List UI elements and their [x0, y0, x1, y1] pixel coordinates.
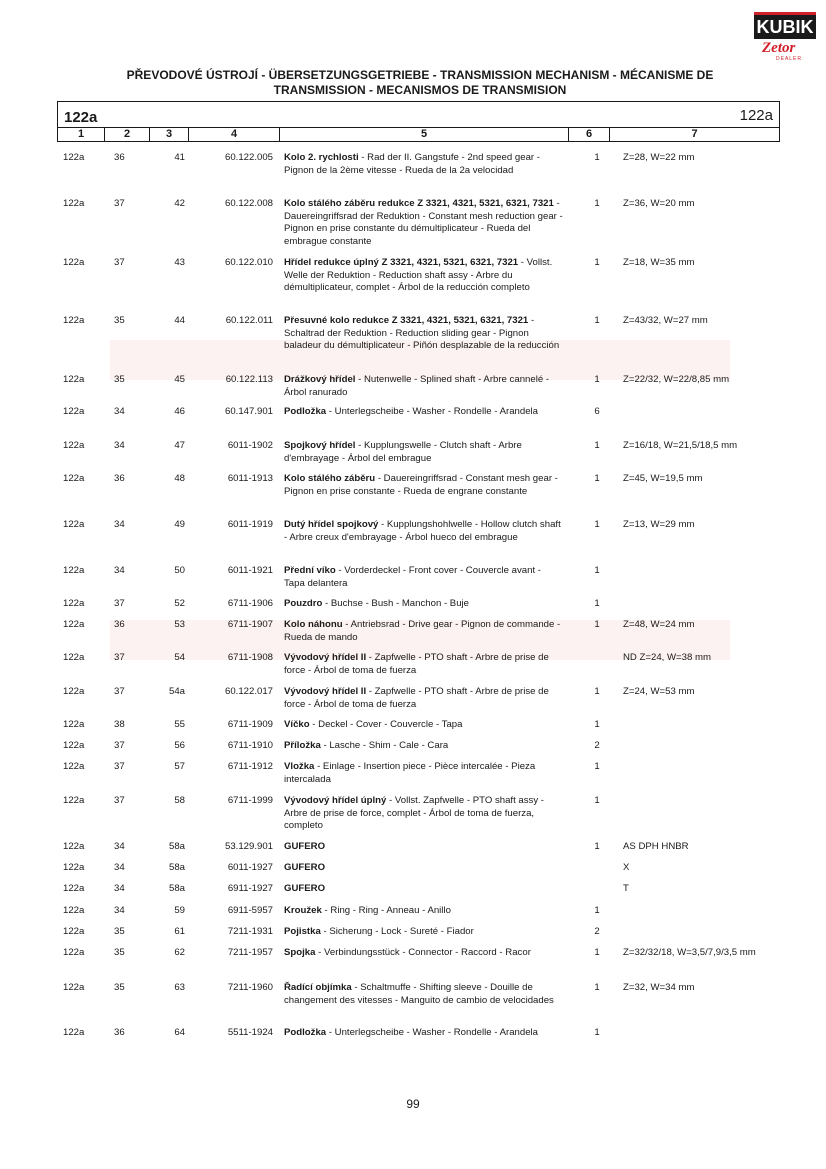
cell-part-number: 6711-1909 [227, 719, 273, 730]
cell-quantity: 1 [594, 565, 600, 576]
cell-figure: 37 [114, 795, 125, 806]
logo-dealer-text: DEALER [776, 56, 803, 62]
cell-section: 122a [63, 315, 85, 326]
cell-position: 58a [168, 883, 185, 894]
cell-quantity: 1 [594, 257, 600, 268]
description-translations: - Buchse - Bush - Manchon - Buje [322, 598, 470, 609]
cell-section: 122a [63, 982, 85, 993]
cell-part-number: 60.122.008 [224, 198, 273, 209]
description-bold-name: Podložka [284, 1027, 327, 1038]
cell-description [284, 982, 564, 1007]
cell-part-number: 60.122.011 [225, 315, 273, 326]
cell-section: 122a [63, 862, 85, 873]
cell-figure: 37 [114, 652, 125, 663]
cell-position: 58a [168, 862, 185, 873]
cell-section: 122a [63, 619, 85, 630]
cell-section: 122a [63, 883, 85, 894]
cell-figure: 34 [114, 905, 125, 916]
cell-figure: 37 [114, 598, 125, 609]
description-bold-name: Kroužek [284, 905, 322, 916]
cell-note: Z=48, W=24 mm [623, 619, 695, 630]
cell-quantity: 1 [594, 905, 600, 916]
cell-part-number: 6711-1910 [227, 740, 273, 751]
cell-part-number: 6911-5957 [227, 905, 273, 916]
cell-note: Z=36, W=20 mm [623, 198, 695, 209]
description-translations: - Ring - Ring - Anneau - Anillo [321, 905, 451, 916]
description-translations: - Zapfwelle - PTO shaft - Arbre de prise de force - Árbol de toma de fuerza [284, 686, 549, 710]
description-bold-name: Vložka [284, 761, 315, 772]
cell-note: Z=45, W=19,5 mm [623, 473, 703, 484]
description-bold-name: Vývodový hřídel II [284, 686, 367, 697]
cell-quantity: 1 [594, 1027, 600, 1038]
cell-note: Z=28, W=22 mm [623, 152, 695, 163]
column-header-6: 6 [569, 128, 610, 141]
cell-description [284, 519, 564, 544]
cell-figure: 35 [114, 374, 125, 385]
cell-quantity: 1 [594, 198, 600, 209]
cell-quantity: 1 [594, 947, 600, 958]
cell-part-number: 7211-1931 [227, 926, 273, 937]
cell-part-number: 60.122.113 [225, 374, 273, 385]
column-header-5: 5 [280, 128, 569, 141]
cell-description [284, 198, 564, 248]
description-translations: - Rad der II. Gangstufe - 2nd speed gear - Pignon de la 2ème vitesse - Rueda de la 2a velocidad [284, 152, 540, 176]
cell-position: 54a [168, 686, 185, 697]
cell-part-number: 6711-1912 [227, 761, 273, 772]
cell-position: 42 [174, 198, 185, 209]
cell-quantity: 6 [594, 406, 600, 417]
cell-figure: 35 [114, 926, 125, 937]
description-bold-name: Kolo náhonu [284, 619, 343, 630]
cell-description [284, 1027, 564, 1040]
cell-section: 122a [63, 841, 85, 852]
cell-description [284, 152, 564, 177]
cell-section: 122a [63, 740, 85, 751]
cell-description [284, 795, 564, 833]
description-bold-name: Přední víko [284, 565, 336, 576]
cell-description [284, 947, 564, 960]
cell-part-number: 6711-1907 [227, 619, 273, 630]
cell-part-number: 5511-1924 [227, 1027, 273, 1038]
cell-figure: 37 [114, 686, 125, 697]
description-translations: - Lasche - Shim - Cale - Cara [320, 740, 449, 751]
description-bold-name: Spojkový hřídel [284, 440, 356, 451]
cell-quantity: 2 [594, 740, 600, 751]
column-header-row [57, 127, 780, 142]
cell-position: 61 [174, 926, 185, 937]
cell-quantity: 1 [594, 841, 600, 852]
cell-section: 122a [63, 440, 85, 451]
cell-position: 56 [174, 740, 185, 751]
description-bold-name: Přesuvné kolo redukce Z 3321, 4321, 5321, 6321, 7321 [284, 315, 529, 326]
cell-figure: 35 [114, 947, 125, 958]
cell-description [284, 719, 564, 732]
page-title-line-1: PŘEVODOVÉ ÚSTROJÍ - ÜBERSETZUNGSGETRIEBE - TRANSMISSION MECHANISM - MÉCANISME DE [126, 68, 714, 82]
description-translations: - Zapfwelle - PTO shaft - Arbre de prise de force - Árbol de toma de fuerza [284, 652, 549, 676]
cell-figure: 34 [114, 519, 125, 530]
description-bold-name: Řadící objímka [284, 982, 352, 993]
cell-position: 58 [174, 795, 185, 806]
section-header [57, 101, 780, 128]
cell-description [284, 652, 564, 677]
cell-part-number: 60.147.901 [224, 406, 273, 417]
cell-quantity: 1 [594, 619, 600, 630]
cell-position: 58a [168, 841, 185, 852]
description-bold-name: Vývodový hřídel úplný [284, 795, 387, 806]
cell-description [284, 841, 564, 854]
description-bold-name: Kolo stálého záběru redukce Z 3321, 4321, 5321, 6321, 7321 [284, 198, 554, 209]
cell-figure: 34 [114, 862, 125, 873]
description-translations: - Vollst. Welle der Reduktion - Reduction shaft assy - Arbre du démultiplicateur, complet - Árbol de la reducción completo [284, 257, 553, 293]
cell-section: 122a [63, 926, 85, 937]
column-header-2: 2 [105, 128, 150, 141]
column-header-7: 7 [691, 128, 698, 140]
cell-quantity: 1 [594, 719, 600, 730]
section-code-right: 122a [739, 107, 773, 124]
description-translations: - Kupplungshohlwelle - Hollow clutch shaft - Arbre creux d'embrayage - Árbol hueco del embrague [284, 519, 561, 543]
cell-section: 122a [63, 905, 85, 916]
cell-description [284, 740, 564, 753]
logo-kubik-text: KUBIK [754, 15, 816, 39]
cell-position: 45 [174, 374, 185, 385]
cell-figure: 34 [114, 883, 125, 894]
cell-part-number: 60.122.005 [224, 152, 273, 163]
cell-description [284, 862, 564, 875]
cell-figure: 37 [114, 198, 125, 209]
cell-figure: 35 [114, 315, 125, 326]
cell-description [284, 686, 564, 711]
cell-section: 122a [63, 947, 85, 958]
description-bold-name: Pouzdro [284, 598, 323, 609]
cell-section: 122a [63, 374, 85, 385]
cell-quantity: 1 [594, 795, 600, 806]
cell-figure: 37 [114, 761, 125, 772]
cell-part-number: 6011-1902 [227, 440, 273, 451]
cell-section: 122a [63, 406, 85, 417]
description-translations: - Deckel - Cover - Couvercle - Tapa [309, 719, 463, 730]
cell-position: 47 [174, 440, 185, 451]
cell-section: 122a [63, 761, 85, 772]
description-bold-name: Víčko [284, 719, 310, 730]
cell-part-number: 6711-1999 [227, 795, 273, 806]
cell-part-number: 6011-1927 [227, 862, 273, 873]
cell-note: Z=24, W=53 mm [623, 686, 695, 697]
cell-position: 43 [174, 257, 185, 268]
cell-figure: 34 [114, 841, 125, 852]
cell-position: 55 [174, 719, 185, 730]
description-translations: - Dauereingriffsrad - Constant mesh gear - Pignon en prise constante - Rueda de engrane constante [284, 473, 558, 497]
cell-note: T [623, 883, 629, 894]
cell-note: Z=22/32, W=22/8,85 mm [623, 374, 730, 385]
cell-quantity: 1 [594, 374, 600, 385]
description-translations: - Schaltmuffe - Shifting sleeve - Douille de changement des vitesses - Manguito de cambio de velocidades [284, 982, 554, 1006]
description-bold-name: Kolo stálého záběru [284, 473, 376, 484]
description-translations: - Schaltrad der Reduktion - Reduction sliding gear - Pignon baladeur du démultiplicateur - Piñón desplazable de la reducción [284, 315, 560, 351]
cell-quantity: 2 [594, 926, 600, 937]
cell-position: 49 [174, 519, 185, 530]
cell-section: 122a [63, 1027, 85, 1038]
page-number: 99 [406, 1097, 420, 1111]
cell-description [284, 257, 564, 295]
description-translations: - Unterlegscheibe - Washer - Rondelle - Arandela [326, 1027, 538, 1038]
cell-section: 122a [63, 598, 85, 609]
cell-position: 57 [174, 761, 185, 772]
cell-position: 46 [174, 406, 185, 417]
cell-description [284, 619, 564, 644]
cell-section: 122a [63, 652, 85, 663]
cell-description [284, 315, 564, 353]
cell-part-number: 6011-1913 [227, 473, 273, 484]
cell-quantity: 1 [594, 519, 600, 530]
cell-description [284, 883, 564, 896]
description-bold-name: Podložka [284, 406, 327, 417]
cell-quantity: 1 [594, 982, 600, 993]
description-translations: - Nutenwelle - Splined shaft - Arbre cannelé - Árbol ranurado [284, 374, 550, 398]
description-translations: - Sicherung - Lock - Sureté - Fiador [320, 926, 474, 937]
cell-position: 54 [174, 652, 185, 663]
cell-description [284, 374, 564, 399]
cell-position: 48 [174, 473, 185, 484]
description-bold-name: Spojka [284, 947, 316, 958]
cell-description [284, 565, 564, 590]
cell-quantity: 1 [594, 761, 600, 772]
cell-section: 122a [63, 257, 85, 268]
cell-quantity: 1 [594, 473, 600, 484]
cell-position: 44 [174, 315, 185, 326]
cell-section: 122a [63, 795, 85, 806]
cell-section: 122a [63, 152, 85, 163]
cell-figure: 36 [114, 619, 125, 630]
description-bold-name: Příložka [284, 740, 321, 751]
cell-note: Z=32, W=34 mm [623, 982, 695, 993]
cell-part-number: 6711-1906 [227, 598, 273, 609]
page-title [80, 68, 760, 98]
cell-figure: 34 [114, 440, 125, 451]
cell-note: Z=18, W=35 mm [623, 257, 695, 268]
cell-note: AS DPH HNBR [623, 841, 689, 852]
cell-part-number: 7211-1960 [227, 982, 273, 993]
cell-section: 122a [63, 473, 85, 484]
cell-description [284, 926, 564, 939]
description-translations: - Antriebsrad - Drive gear - Pignon de commande - Rueda de mando [284, 619, 561, 643]
description-bold-name: GUFERO [284, 883, 326, 894]
cell-description [284, 406, 564, 419]
cell-section: 122a [63, 519, 85, 530]
description-translations: - Vollst. Zapfwelle - PTO shaft assy - Arbre de prise de force, complet - Árbol de toma de fuerza, completo [284, 795, 544, 831]
cell-description [284, 473, 564, 498]
cell-position: 50 [174, 565, 185, 576]
description-translations: - Unterlegscheibe - Washer - Rondelle - Arandela [326, 406, 538, 417]
description-bold-name: Hřídel redukce úplný Z 3321, 4321, 5321, 6321, 7321 [284, 257, 519, 268]
description-bold-name: Pojistka [284, 926, 321, 937]
cell-figure: 36 [114, 152, 125, 163]
cell-part-number: 7211-1957 [227, 947, 273, 958]
column-header-4: 4 [189, 128, 280, 141]
cell-figure: 38 [114, 719, 125, 730]
cell-section: 122a [63, 719, 85, 730]
cell-part-number: 6711-1908 [227, 652, 273, 663]
cell-quantity: 1 [594, 440, 600, 451]
cell-figure: 37 [114, 740, 125, 751]
cell-figure: 37 [114, 257, 125, 268]
cell-position: 62 [174, 947, 185, 958]
cell-part-number: 6011-1919 [227, 519, 273, 530]
kubik-zetor-logo [754, 12, 816, 64]
cell-description [284, 440, 564, 465]
cell-quantity: 1 [594, 315, 600, 326]
cell-position: 53 [174, 619, 185, 630]
cell-note: X [623, 862, 630, 873]
description-bold-name: GUFERO [284, 862, 326, 873]
cell-quantity: 1 [594, 598, 600, 609]
description-bold-name: Vývodový hřídel II [284, 652, 367, 663]
cell-part-number: 60.122.010 [224, 257, 273, 268]
logo-zetor-text: Zetor [762, 40, 796, 56]
cell-description [284, 905, 564, 918]
cell-description [284, 598, 564, 611]
cell-quantity: 1 [594, 686, 600, 697]
cell-part-number: 53.129.901 [224, 841, 273, 852]
description-translations: - Dauereingriffsrad der Reduktion - Constant mesh reduction gear - Pignon en prise constante du démultiplicateur - Rueda del embrague constante [284, 198, 563, 247]
cell-section: 122a [63, 686, 85, 697]
cell-note: Z=43/32, W=27 mm [623, 315, 708, 326]
cell-section: 122a [63, 198, 85, 209]
cell-figure: 34 [114, 565, 125, 576]
cell-description [284, 761, 564, 786]
page-title-line-2: TRANSMISSION - MECANISMOS DE TRANSMISION [273, 83, 567, 97]
cell-position: 63 [174, 982, 185, 993]
column-header-1: 1 [58, 128, 105, 141]
section-code-left: 122a [64, 109, 98, 126]
cell-note: Z=16/18, W=21,5/18,5 mm [623, 440, 738, 451]
cell-figure: 36 [114, 473, 125, 484]
cell-part-number: 60.122.017 [224, 686, 273, 697]
cell-note: ND Z=24, W=38 mm [623, 652, 711, 663]
cell-figure: 36 [114, 1027, 125, 1038]
description-bold-name: Dutý hřídel spojkový [284, 519, 379, 530]
cell-note: Z=32/32/18, W=3,5/7,9/3,5 mm [623, 947, 756, 958]
description-bold-name: GUFERO [284, 841, 326, 852]
cell-section: 122a [63, 565, 85, 576]
cell-part-number: 6011-1921 [227, 565, 273, 576]
cell-figure: 35 [114, 982, 125, 993]
description-translations: - Einlage - Insertion piece - Pièce intercalée - Pieza intercalada [284, 761, 536, 785]
cell-quantity: 1 [594, 152, 600, 163]
cell-position: 41 [174, 152, 185, 163]
cell-position: 59 [174, 905, 185, 916]
cell-position: 52 [174, 598, 185, 609]
description-bold-name: Kolo 2. rychlosti [284, 152, 359, 163]
column-header-3: 3 [150, 128, 189, 141]
description-translations: - Vorderdeckel - Front cover - Couvercle avant - Tapa delantera [284, 565, 541, 589]
cell-part-number: 6911-1927 [227, 883, 273, 894]
cell-note: Z=13, W=29 mm [623, 519, 695, 530]
cell-figure: 34 [114, 406, 125, 417]
description-bold-name: Drážkový hřídel [284, 374, 356, 385]
cell-position: 64 [174, 1027, 185, 1038]
description-translations: - Kupplungswelle - Clutch shaft - Arbre d'embrayage - Árbol del embrague [284, 440, 522, 464]
description-translations: - Verbindungsstück - Connector - Raccord - Racor [315, 947, 531, 958]
